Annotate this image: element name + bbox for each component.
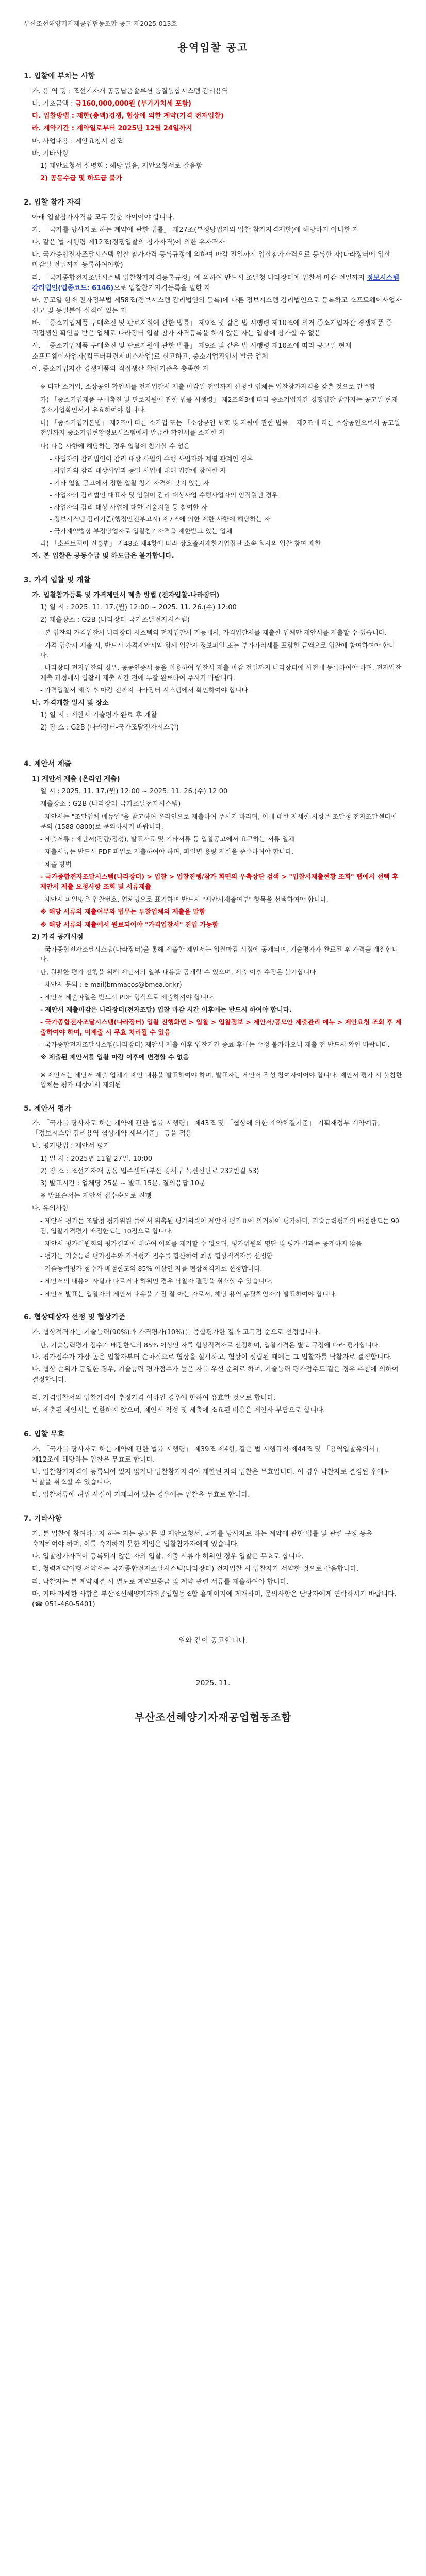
eligibility-note: 다) 다음 사항에 해당하는 경우 입찰에 참가할 수 없음 [40,442,190,450]
proposal-instruction: - 제안서 파일명은 입찰번호, 업체명으로 표기하며 반드시 "제안서제출여부" 항목을 선택하여야 합니다. [40,895,329,903]
eligibility-item: 바. 「중소기업제품 구매촉진 및 판로지원에 관한 법률」 제9조 및 같은 법 시행령 제10조에 의거 중소기업자간 경쟁제품 중 직접생산 확인을 받은 업체로 나라장터 입찰 참가 자격등록을 하지 않은 자는 입찰에 참가할 수 없음 [32,319,392,338]
negotiation-text: 가. 협상적격자는 기술능력(90%)과 가격평가(10%)를 종합평가 [32,1328,219,1336]
industry-code: 정보시스템 감리법인(업종코드: 6146) [32,274,399,292]
proposal-warning: ※ 해당 서류의 제출여부와 법무는 투찰업체의 제출을 말함 [40,908,206,916]
section-heading: 2. 입찰 참가 자격 [24,198,81,207]
deadline-warning: ※ 제출된 제안서를 입찰 마감 이후에 변경할 수 없음 [40,1053,189,1061]
closing-statement: 위와 같이 공고합니다. [178,1636,248,1645]
issuer-name: 부산조선해양기자재공업협동조합 [134,1711,292,1724]
section-heading: 6. 협상대상자 선정 및 협상기준 [24,1313,125,1321]
eligibility-item: 나. 같은 법 시행령 제12조(경쟁입찰의 참가자격)에 의한 유자격자 [32,239,225,247]
section-heading: 7. 기타사항 [24,1515,62,1523]
bid-instruction: - 가격 입찰서 제출 시, 반드시 가격제안서와 함께 입찰자 정보파일 또는 부가가치세를 포함한 금액으로 입찰에 참여하여야 합니다. [40,641,395,659]
invalid-bid-item: 다. 입찰서류에 허위 사실이 기재되어 있는 경우에는 입찰을 무효로 합니다. [32,1491,250,1499]
negotiation-item: 라. 가격입찰서의 입찰가격이 추정가격 이하인 경우에 한하여 유효한 것으로 합니다. [32,1394,276,1402]
base-amount [32,99,402,109]
caution-item: - 제안서 평가위원회의 평가결과에 대하여 이의를 제기할 수 없으며, 평가위원의 명단 및 평가 결과는 공개하지 않음 [40,1240,362,1248]
section-negotiation [24,1312,402,1416]
other-item-1: 1) 제안요청서 설명회 : 해당 없음, 제안요청서로 갈음함 [40,162,203,170]
deadline-instruction: - 국가종합전자조달시스템(나라장터) 제안서 제출 이후 입찰기간 종료 후에는 수정 불가하오니 제출 전 반드시 확인 바랍니다. [40,1041,390,1049]
invalid-bid-item: 나. 입찰참가자격이 등록되어 있지 않거나 입찰참가자격이 제한된 자의 입찰은 무효입니다. 이 경우 낙찰자로 결정된 후에도 낙찰을 취소할 수 있습니다. [32,1468,390,1486]
eligibility-item: 사. 「중소기업제품 구매촉진 및 판로지원에 관한 법률」 제9조 및 같은 법 시행령 제10조에 따라 공고일 현재 소프트웨어사업자(컴퓨터관련서비스사업)로 신고하고, 중소기업확인서 발급 업체 [32,342,352,361]
section-heading: 6. 입찰 무효 [24,1430,64,1438]
restriction-item: - 사업자의 감리 대상 사업에 대한 기술지원 등 참여한 자 [50,503,207,511]
negotiation-detail: 단, 기술능력평가 점수가 배점한도의 85% 이상인 자를 협상적격자로 선정하며, 입찰가격은 별도 규정에 따라 평가합니다. [40,1341,380,1349]
bid-method: 다. 입찰방법 : 제한(총액)경쟁, 협상에 의한 계약(가격 전자입찰) [32,112,224,121]
announcement-date: 2025. 11. [195,1679,231,1687]
opening-schedule: 나. 가격개찰 일시 및 장소 [32,699,109,707]
contract-period: 라. 계약기간 : 계약일로부터 2025년 12월 24일까지 [32,125,192,133]
section-other-matters [24,1514,402,1610]
restriction-item: - 사업자의 감리법인 대표자 및 임원이 감리 대상사업 수행사업자의 임직원인 경우 [50,491,278,499]
section-heading: 4. 제안서 제출 [24,760,72,769]
section-proposal-evaluation [24,1104,402,1299]
section-price-bid [24,575,402,733]
eligibility-item [32,273,402,294]
evaluation-date: 1) 일 시 : 2025년 11월 27일. 10:00 [40,1155,153,1163]
other-item-2: 2) 공동수급 및 하도급 불가 [40,175,122,183]
section-heading: 5. 제안서 평가 [24,1104,72,1113]
proposal-place: 제출장소 : G2B (나라장터-국가조달전자시스템) [40,800,181,808]
eligibility-item: 마. 공고일 현재 전자정부법 제58조(정보시스템 감리법인의 등록)에 따른 정보시스템 감리법인으로 등록하고 소프트웨어사업자 신고 및 동일분야 실적이 있는 자 [32,296,402,315]
bid-place: 2) 제출장소 : G2B (나라장터-국가조달전자시스템) [40,616,190,624]
other-matter-item: 라. 낙찰자는 본 계약체결 시 별도로 계약보증금 및 계약 관련 서류를 제출하여야 합니다. [32,1578,289,1586]
section-invalid-bid [24,1429,402,1500]
eligibility-item: 아. 중소기업자간 경쟁제품의 직접생산 확인기준을 충족한 자 [32,365,209,373]
bid-instruction: - 본 입찰의 가격입찰서 나라장터 시스템의 전자입찰서 기능에서, 가격입찰서를 제출한 업체만 제안서를 제출할 수 있습니다. [40,629,387,637]
negotiation-item [32,1328,402,1338]
disclosure-item: - 국가종합전자조달시스템(나라장터)을 통해 제출한 제안서는 입찰마감 시점에 공개되며, 기술평가가 완료된 후 가격을 개찰합니다. [40,945,398,963]
section-bid-items [24,71,402,184]
bid-registration: 가. 입찰참가등록 및 가격제안서 제출 방법 (전자입찰-나라장터) [32,591,220,599]
project-scope: 마. 사업내용 : 제안요청서 참조 [32,137,123,145]
other-matter-item: 나. 입찰참가자격이 등록되지 않은 자의 입찰, 제출 서류가 허위인 경우 입찰은 무효로 합니다. [32,1553,304,1561]
evaluation-basis: 가. 「국가를 당사자로 하는 계약에 관한 법률 시행령」 제43조 및 「협상에 의한 계약체결기준」 기획재정부 계약예규, 「정보시스템 감리용역 협상계약 세부기준」 등을 적용 [32,1120,380,1138]
eligibility-note: ※ 다만 소기업, 소상공인 확인서를 전자입찰서 제출 마감일 전일까지 신청한 업체는 입찰참가자격을 갖춘 것으로 간주함 [40,382,375,391]
disclosure-heading: 2) 가격 공개시점 [32,933,84,941]
eligibility-item: 가. 「국가를 당사자로 하는 계약에 관한 법률」 제27조(부정당업자의 입찰 참가자격제한)에 해당하지 아니한 자 [32,226,359,234]
opening-place: 2) 장 소 : G2B (나라장터-국가조달전자시스템) [40,723,179,732]
caution-item: - 평가는 기술능력 평가점수와 가격평가 점수를 합산하여 최종 협상적격자를 선정함 [40,1252,273,1260]
evaluation-place: 2) 장 소 : 조선기자재 공동 입주센터(부산 강서구 녹산산단로 232번길 53) [40,1167,259,1175]
invalid-bid-item: 가. 「국가를 당사자로 하는 계약에 관한 법률 시행령」 제39조 제4항, 같은 법 시행규칙 제44조 및 「용역입찰유의서」 제12조에 해당하는 입찰은 무효로 합니다. [32,1445,382,1464]
presentation-order: ※ 발표순서는 제안서 접수순으로 진행 [40,1192,152,1200]
proposal-instruction: - 제출서류는 반드시 PDF 파일로 제출하여야 하며, 파일별 용량 제한을 준수하여야 합니다. [40,848,294,856]
deadline-instruction: - 국가종합전자조달시스템(나라장터) 입찰 진행화면 > 입찰 > 입찰정보 > 제안서/공모안 제출관리 메뉴 > 제안요청 조회 후 제출하여야 하며, 미제출 시 무효 처리될 수 있음 [40,1018,402,1036]
caution-item: - 제안서 평가는 조달청 평가위원 풀에서 위촉된 평가위원이 제안서 평가표에 의거하여 평가하며, 기술능력평가의 배점한도는 90점, 입찰가격평가 배점한도는 10점으로 합니다. [40,1217,399,1235]
caution-item: - 제안서의 내용이 사실과 다르거나 허위인 경우 낙찰자 결정을 취소할 수 있습니다. [40,1277,273,1285]
eligibility-note: 라) 「소프트웨어 진흥법」 제48조 제4항에 따라 상호출자제한기업집단 소속 회사의 입찰 참여 제한 [40,539,321,547]
bid-instruction: - 가격입찰서 제출 후 마감 전까지 나라장터 시스템에서 확인하여야 합니다. [40,686,250,694]
negotiation-item: 마. 제출된 제안서는 반환하지 않으며, 제안서 작성 및 제출에 소요된 비용은 제안사 부담으로 합니다. [32,1406,325,1414]
joint-bid-notice: 자. 본 입찰은 공동수급 및 하도급은 불가합니다. [32,552,174,561]
disclosure-item: - 제안서 제출파일은 반드시 PDF 형식으로 제출하셔야 합니다. [40,993,215,1001]
presentation-note: ※ 제안서는 제안서 제출 업체가 제안 내용을 발표하여야 하며, 발표자는 제안서 작성 참여자이어야 합니다. 제안서 평가 시 불참한 업체는 평가 대상에서 제외됨 [40,1071,402,1089]
evaluation-method: 나. 평가방법 : 제안서 평가 [32,1142,110,1150]
negotiation-text: 한 결과 고득점 순으로 선정합니다. [219,1328,320,1336]
other-matter-item: 마. 기타 자세한 사항은 부산조선해양기자재공업협동조합 홈페이지에 게재하며, 문의사항은 담당자에게 연락하시기 바랍니다. (☎ 051-460-5401) [32,1590,397,1608]
page-title: 용역입찰 공고 [177,41,249,54]
deadline-note: - 제안서 제출마감은 나라장터(전자조달) 입찰 마감 시간 이후에는 반드시 하여야 합니다. [40,1005,292,1013]
opening-date: 1) 일 시 : 제안서 기술평가 완료 후 개찰 [40,711,157,719]
eligibility-text: 으로 입찰참가자격등록을 필한 자 [113,284,211,292]
negotiation-item: 다. 협상 순위가 동일한 경우, 기술능력 평가점수가 높은 자를 우선 순위로 하며, 기술능력 평가점수도 같은 경우 추첨에 의하여 결정합니다. [32,1366,399,1384]
section-proposal-submission [24,759,402,1090]
other-items: 바. 기타사항 [32,149,69,158]
section-eligibility [24,197,402,562]
restriction-item: - 정보시스템 감리기준(행정안전부고시) 제7조에 의한 제한 사항에 해당하는 자 [50,515,271,523]
restriction-item: - 기타 입찰 공고에서 정한 입찰 참가 자격에 맞지 않는 자 [50,479,209,487]
caution-item: - 기술능력평가 점수가 배점한도의 85% 이상인 자를 협상적격자로 선정합니다. [40,1264,263,1273]
presentation-time: 3) 발표시간 : 업체당 25분 ~ 발표 15분, 질의응답 10분 [40,1179,206,1188]
eligibility-intro: 아래 입찰참가자격을 모두 갖춘 자이어야 합니다. [32,213,174,222]
disclosure-item: 단, 원활한 평가 진행을 위해 제안서의 일부 내용을 공개할 수 있으며, 제출 이후 수정은 불가합니다. [40,968,318,976]
proposal-warning: ※ 해당 서류의 제출에서 원료되어야 "가격입찰서" 진입 가능함 [40,920,219,928]
proposal-instruction: - 제출 방법 [40,860,72,868]
eligibility-note: 나) 「중소기업기본법」 제2조에 따른 소기업 또는 「소상공인 보호 및 지원에 관한 법률」 제2조에 따른 소상공인으로서 공고일 전일까지 중소기업현황정보시스템에서 발급한 확인서를 소지한 자 [40,418,400,437]
eligibility-note: 가) 「중소기업제품 구매촉진 및 판로지원에 관한 법률 시행령」 제2조의3에 따라 중소기업자간 경쟁입찰 참가자는 공고일 현재 중소기업확인서가 유효하여야 합니다. [40,396,398,414]
section-heading: 3. 가격 입찰 및 개찰 [24,576,91,585]
restriction-item: - 사업자의 감리 대상사업과 동일 사업에 대해 입찰에 참여한 자 [50,467,226,475]
proposal-instruction: - 제출서류 : 제안서(정량/정성), 발표자료 및 기타서류 등 입찰공고에서 요구하는 서류 일체 [40,835,294,843]
service-name: 가. 용 역 명 : 조선기자재 공동납품솔루션 품질통합시스템 감리용역 [32,88,228,96]
eligibility-item: 다. 국가종합전자조달시스템 입찰 참가자격 등록규정에 의하여 마감 전일까지 입찰참가자격으로 등록한 자(나라장터에 입찰 마감일 전일까지 등록하여야함) [32,251,391,269]
document-number: 부산조선해양기자재공업협동조합 공고 제2025-013호 [24,20,177,27]
caution-item: - 제안서 발표는 입찰자의 제안서 내용을 가장 잘 아는 자로서, 해당 용역 총괄책임자가 발표하여야 합니다. [40,1290,337,1298]
proposal-instruction: - 제안서는 "조달업체 메뉴얼"을 참고하여 온라인으로 제출하여 주시기 바라며, 이에 대한 자세한 사항은 조달청 전자조달센터에 문의 (1588-0800)로 문의하시기 바랍니다. [40,812,397,831]
bid-schedule: 1) 일 시 : 2025. 11. 17.(월) 12:00 ~ 2025. 11. 26.(수) 12:00 [40,604,237,612]
section-heading: 1. 입찰에 부치는 사항 [24,72,95,81]
proposal-schedule: 일 시 : 2025. 11. 17.(월) 12:00 ~ 2025. 11. 26.(수) 12:00 [40,787,228,795]
disclosure-item: - 제안서 문의 : e-mail(bmmacos@bmea.or.kr) [40,980,182,989]
restriction-item: - 국가계약법상 부정당업자로 입찰참가자격을 제한받고 있는 업체 [50,527,233,535]
bid-instruction: - 나라장터 전자입찰의 경우, 공동인증서 등을 이용하여 입찰서 제출 마감 전일까지 나라장터에 사전에 등록하여야 하며, 전자입찰 제출 과정에서 입찰서 제출 시간 전에 투찰 완료하여 주시기 바랍니다. [40,664,401,682]
restriction-item: - 사업자의 감리법인이 감리 대상 사업의 수행 사업자와 계열 관계인 경우 [50,455,253,463]
eligibility-text: 라. 「국가종합전자조달시스템 입찰참가자격등록규정」에 의하여 반드시 조달청 나라장터에 입찰서 마감 전일까지 [32,274,367,282]
evaluation-cautions: 다. 유의사항 [32,1205,69,1213]
proposal-submission-method: 1) 제안서 제출 (온라인 제출) [32,775,120,783]
other-matter-item: 다. 청렴계약이행 서약서는 국가종합전자조달시스템(나라장터) 전자입찰 시 입찰자가 서약한 것으로 갈음합니다. [32,1565,359,1573]
negotiation-item: 나. 평가점수가 가장 높은 입찰자부터 순차적으로 협상을 실시하고, 협상이 성립된 때에는 그 입찰자를 낙찰자로 결정합니다. [32,1353,392,1362]
other-matter-item: 가. 본 입찰에 참여하고자 하는 자는 공고문 및 제안요청서, 국가를 당사자로 하는 계약에 관한 법률 및 관련 규정 등을 숙지하여야 하며, 이를 숙지하지 못한 책임은 입찰참가자에게 있습니다. [32,1530,373,1549]
base-amount-value: 금160,000,000원 (부가가치세 포함) [75,100,191,108]
base-amount-label: 나. 기초금액 : [32,100,75,108]
proposal-instruction: - 국가종합전자조달시스템(나라장터) > 입찰 > 입찰진행/참가 화면의 우측상단 검색 > "입찰서제출현황 조회" 탭에서 선택 후 제안서 제출 요청사항 조회 및 서류제출 [40,873,399,891]
